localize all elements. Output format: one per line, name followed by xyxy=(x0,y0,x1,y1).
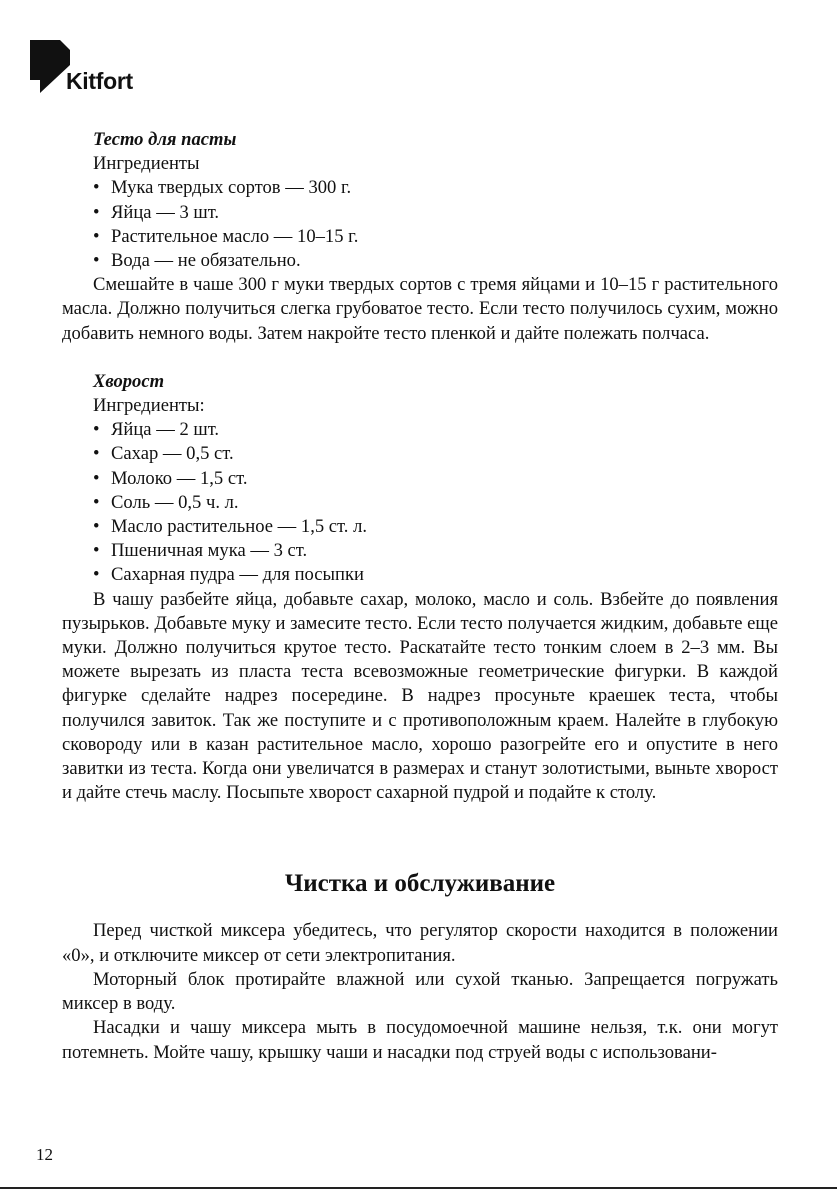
page-content xyxy=(62,128,778,1065)
kitfort-logo xyxy=(30,40,170,100)
recipe-pasta-dough xyxy=(62,128,778,346)
recipe-title: Тесто для пасты xyxy=(93,129,237,150)
list-item: • Масло растительное — 1,5 ст. л. xyxy=(93,516,367,538)
list-item: • Мука твердых сортов — 300 г. xyxy=(93,177,352,199)
page-number: 12 xyxy=(36,1145,53,1164)
ingredients-heading: Ингредиенты xyxy=(93,153,200,175)
cleaning-paragraph: Перед чисткой миксера убедитесь, что регулятор скорости находится в положении «0», и отключите миксер от сети электропитания. xyxy=(62,920,778,966)
list-item: • Соль — 0,5 ч. л. xyxy=(93,491,239,513)
logo-text: Kitfort xyxy=(66,68,133,94)
list-item: • Пшеничная мука — 3 ст. xyxy=(93,540,308,562)
list-item: • Яйца — 3 шт. xyxy=(93,201,220,223)
list-item: • Сахарная пудра — для посыпки xyxy=(93,564,364,586)
recipe-method: Смешайте в чаше 300 г муки твердых сортов с тремя яйцами и 10–15 г растительного масла. Должно получиться слегка грубоватое тесто. Если тесто получилось сухим, можно добавить немного воды. Затем накройте тесто пленкой и дайте полежать полчаса. xyxy=(62,274,778,344)
list-item: • Молоко — 1,5 ст. xyxy=(93,467,248,489)
section-heading: Чистка и обслуживание xyxy=(284,870,556,898)
list-item: • Растительное масло — 10–15 г. xyxy=(93,225,359,247)
list-item: • Вода — не обязательно. xyxy=(93,250,301,272)
list-item: • Сахар — 0,5 ст. xyxy=(93,443,234,465)
cleaning-paragraph: Насадки и чашу миксера мыть в посудомоечной машине нельзя, т.к. они могут потемнеть. Мойте чашу, крышку чаши и насадки под струей воды с использовани- xyxy=(62,1017,778,1063)
recipe-title: Хворост xyxy=(93,370,165,392)
ingredients-heading: Ингредиенты: xyxy=(93,395,205,417)
recipe-khvorost xyxy=(62,370,778,806)
recipe-method: В чашу разбейте яйца, добавьте сахар, молоко, масло и соль. Взбейте до появления пузырьков. Добавьте муку и замесите тесто. Если тесто получается жидким, добавьте еще муки. Должно получиться крутое тесто. Раскатайте тесто тонким слоем в 2–3 мм. Вы можете вырезать из пласта теста всевозможные геометрические фигурки. В каждой фигурке сделайте надрез посередине. В надрез просуньте краешек теста, чтобы получился завиток. Так же поступите и с противоположным краем. Налейте в глубокую сковороду или в казан растительное масло, хорошо разогрейте его и опустите в него завитки из теста. Когда они увеличатся в размерах и станут золотистыми, выньте хворост и дайте стечь маслу. Посыпьте хворост сахарной пудрой и подайте к столу. xyxy=(62,588,778,804)
bottom-rule xyxy=(0,1187,837,1189)
logo-mark-icon xyxy=(30,40,70,96)
list-item: • Яйца — 2 шт. xyxy=(93,419,220,441)
cleaning-paragraph: Моторный блок протирайте влажной или сухой тканью. Запрещается погружать миксер в воду. xyxy=(62,968,778,1015)
